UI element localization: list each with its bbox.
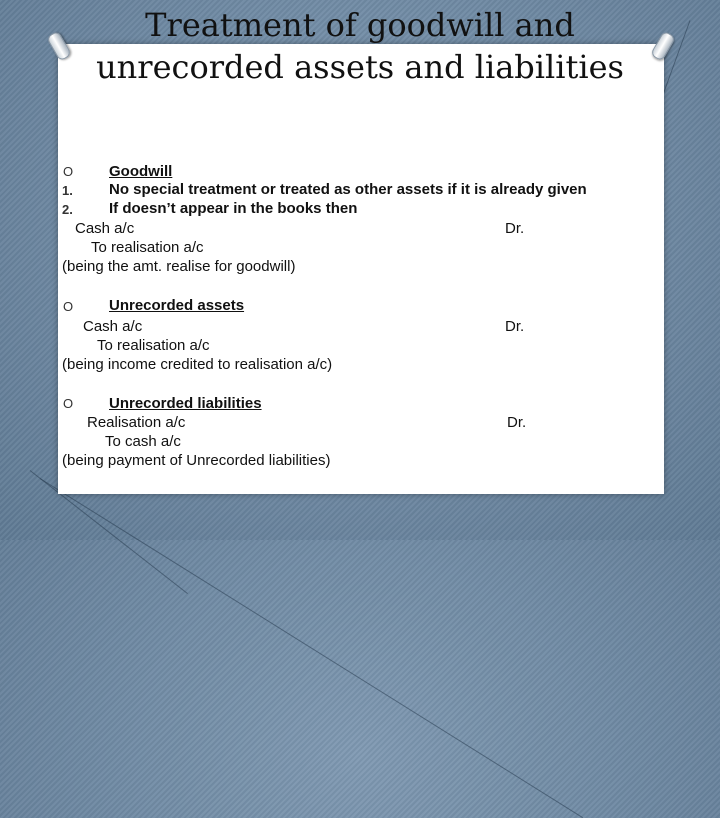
goodwill-credit-entry: To realisation a/c bbox=[91, 239, 204, 256]
goodwill-dr-label: Dr. bbox=[505, 220, 525, 237]
decorative-line bbox=[40, 478, 583, 818]
slide-title bbox=[60, 4, 660, 88]
goodwill-debit-entry: Cash a/c bbox=[75, 220, 135, 237]
assets-debit-entry: Cash a/c bbox=[83, 318, 143, 335]
assets-dr-label: Dr. bbox=[505, 318, 525, 335]
goodwill-item-1: No special treatment or treated as other assets if it is already given bbox=[109, 181, 587, 198]
title-line-1: Treatment of goodwill and bbox=[145, 6, 575, 44]
item-number-1: 1. bbox=[62, 183, 73, 198]
liabilities-narration: (being payment of Unrecorded liabilities) bbox=[62, 452, 331, 469]
liabilities-debit-entry: Realisation a/c bbox=[87, 414, 186, 431]
title-line-2: unrecorded assets and liabilities bbox=[96, 48, 624, 86]
unrecorded-assets-heading: Unrecorded assets bbox=[109, 297, 245, 314]
goodwill-item-2: If doesn’t appear in the books then bbox=[109, 200, 358, 217]
item-number-2: 2. bbox=[62, 202, 73, 217]
liabilities-dr-label: Dr. bbox=[507, 414, 527, 431]
goodwill-narration: (being the amt. realise for goodwill) bbox=[62, 258, 296, 275]
assets-narration: (being income credited to realisation a/c) bbox=[62, 356, 333, 373]
bullet-marker: O bbox=[63, 164, 74, 179]
liabilities-credit-entry: To cash a/c bbox=[105, 433, 181, 450]
bullet-marker: O bbox=[63, 396, 74, 411]
unrecorded-liabilities-heading: Unrecorded liabilities bbox=[109, 395, 262, 412]
assets-credit-entry: To realisation a/c bbox=[97, 337, 210, 354]
goodwill-heading: Goodwill bbox=[109, 163, 173, 180]
bullet-marker: O bbox=[63, 299, 74, 314]
